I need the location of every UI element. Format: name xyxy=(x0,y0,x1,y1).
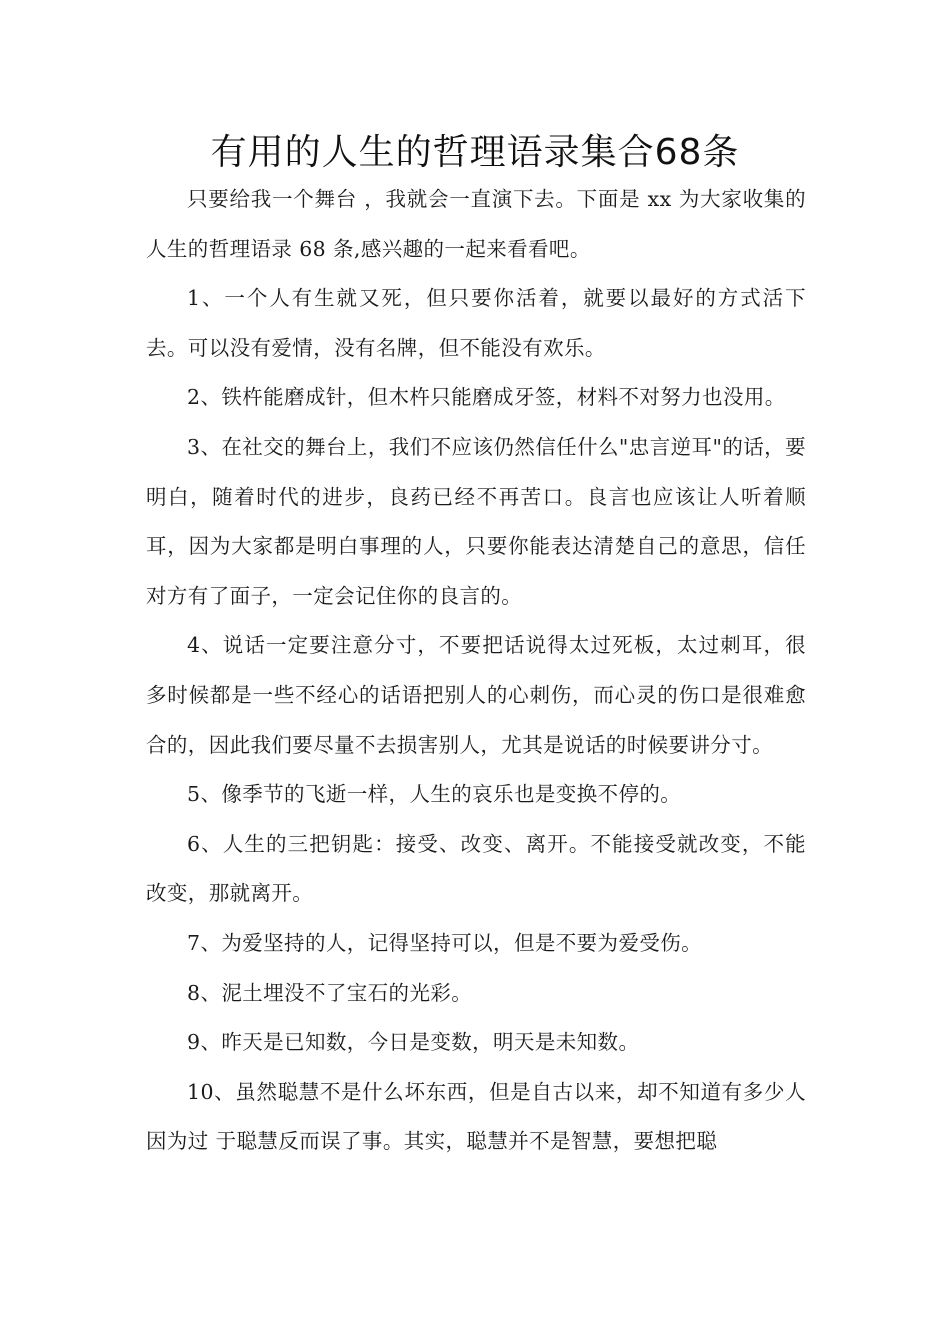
quote-paragraph-5: 5、像季节的飞逝一样，人生的哀乐也是变换不停的。 xyxy=(187,782,682,807)
quote-paragraph-10: 10、虽然聪慧不是什么坏东西，但是自古以来，却不知道有多少人因为过 于聪慧反而误了事。其实，聪慧并不是智慧，要想把聪 xyxy=(146,1079,806,1154)
intro-paragraph: 只要给我一个舞台 ，我就会一直演下去。下面是 xx 为大家收集的人生的哲理语录 68 条,感兴趣的一起来看看吧。 xyxy=(146,187,806,261)
quote-paragraph-9: 9、昨天是已知数，今日是变数，明天是未知数。 xyxy=(187,1030,640,1055)
quote-paragraph-3: 3、在社交的舞台上，我们不应该仍然信任什么"忠言逆耳"的话，要明白，随着时代的进步，良药已经不再苦口。良言也应该让人听着顺耳，因为大家都是明白事理的人，只要你能表达清楚自己的意思，信任对方有了面子，一定会记住你的良言的。 xyxy=(146,434,806,608)
quote-paragraph-8: 8、泥土埋没不了宝石的光彩。 xyxy=(187,980,473,1005)
quote-paragraph-7: 7、为爱坚持的人，记得坚持可以，但是不要为爱受伤。 xyxy=(187,930,703,955)
quote-paragraph-6: 6、人生的三把钥匙：接受、改变、离开。不能接受就改变，不能改变，那就离开。 xyxy=(146,831,806,906)
quote-paragraph-1: 1、一个人有生就又死，但只要你活着，就要以最好的方式活下去。可以没有爱情，没有名牌，但不能没有欢乐。 xyxy=(146,286,806,360)
document-title: 有用的人生的哲理语录集合68条 xyxy=(210,132,740,173)
document-body xyxy=(146,175,806,1167)
quote-paragraph-2: 2、铁杵能磨成针，但木杵只能磨成牙签，材料不对努力也没用。 xyxy=(187,385,786,410)
quote-paragraph-4: 4、说话一定要注意分寸，不要把话说得太过死板，太过刺耳，很多时候都是一些不经心的话语把别人的心刺伤，而心灵的伤口是很难愈合的，因此我们要尽量不去损害别人，尤其是说话的时候要讲分寸。 xyxy=(146,633,806,757)
